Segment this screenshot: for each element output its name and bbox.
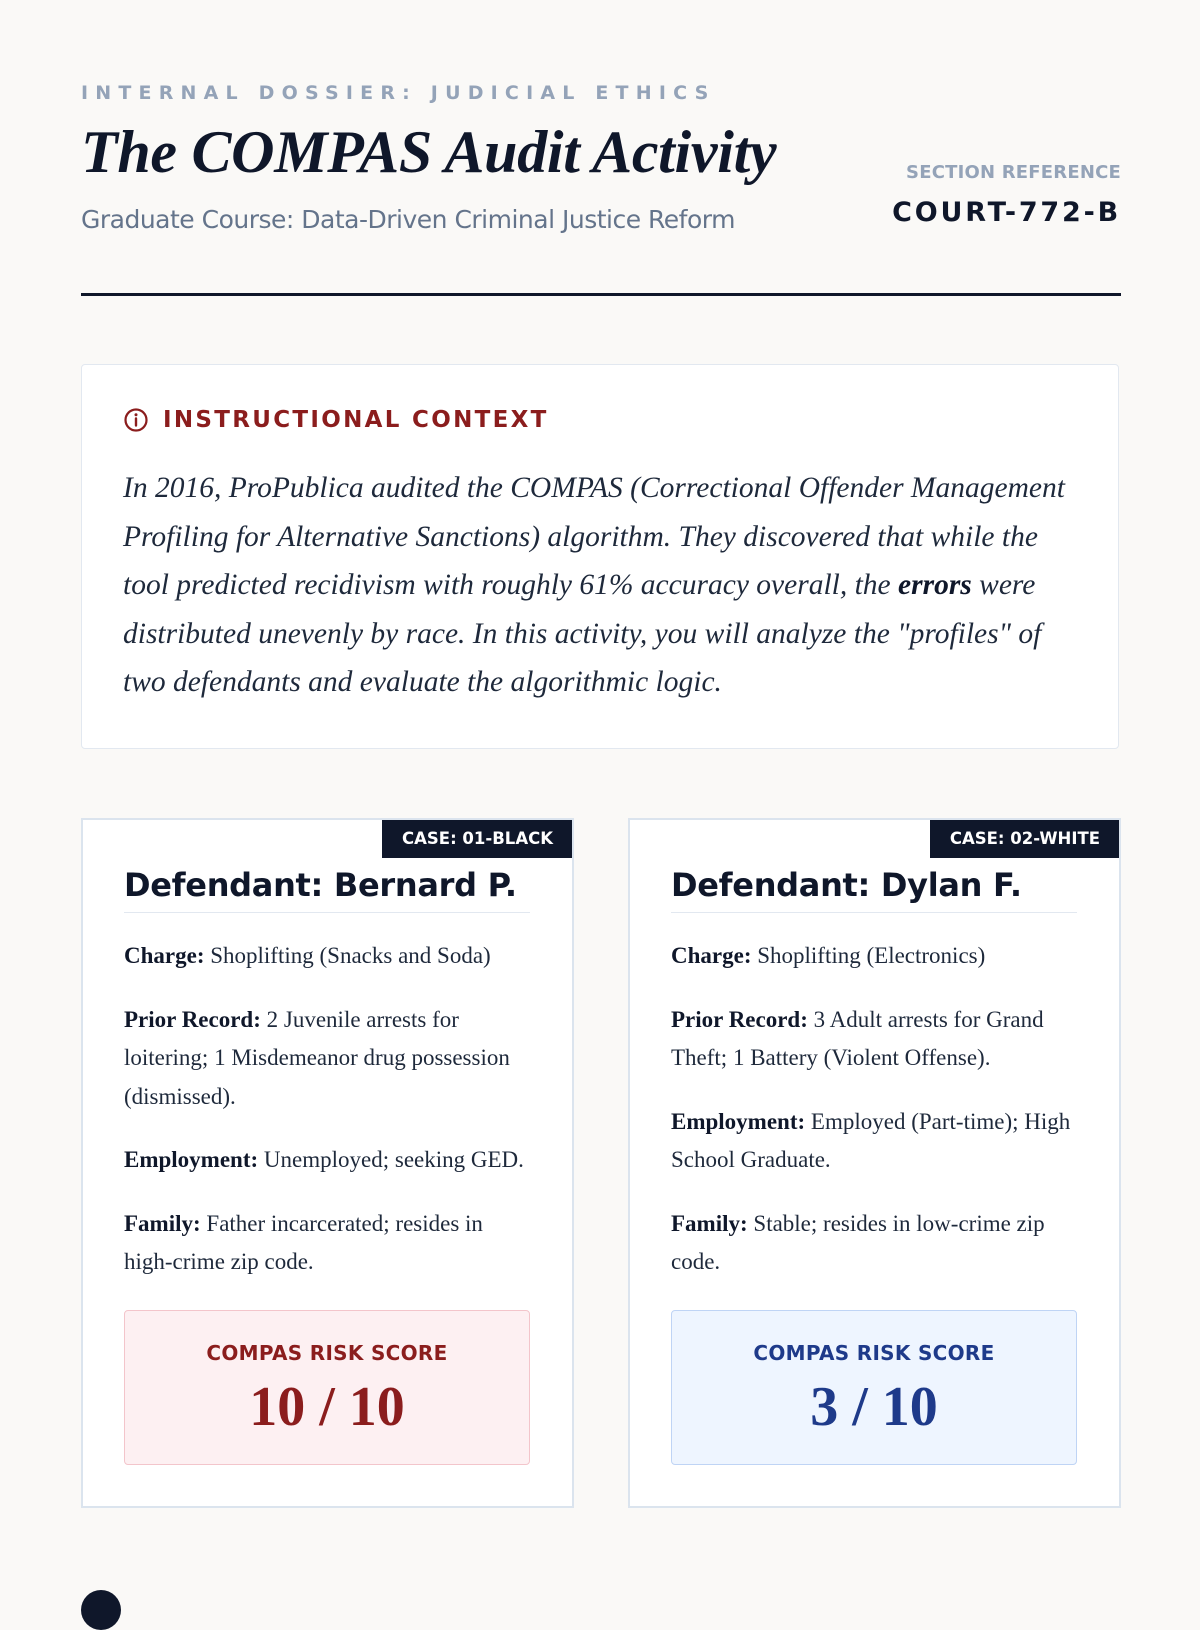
page-title: The COMPAS Audit Activity [81,119,777,185]
charge-field [671,937,1083,976]
family-value: Father incarcerated; resides in high-crime zip code. [124,1210,483,1274]
charge-label: Charge: [671,943,752,968]
prior-record-label: Prior Record: [124,1006,261,1032]
charge-value: Shoplifting (Snacks and Soda) [204,943,491,968]
instructional-context-card [81,364,1119,749]
risk-score-box [671,1310,1077,1465]
risk-score-value: 3 / 10 [810,1376,938,1438]
family-field [671,1205,1083,1282]
context-emphasis: errors [898,569,972,601]
context-header [123,407,549,433]
case-tag: CASE: 02-WHITE [930,820,1119,858]
context-title: INSTRUCTIONAL CONTEXT [163,407,549,433]
defendant-card-bernard [81,818,574,1508]
prior-record-field [671,1001,1083,1078]
context-text-2: were distributed unevenly by race. In this activity, you will analyze the "profiles" of two defendants and evaluate the algorithmic logic. [123,569,1042,698]
family-field [124,1205,536,1282]
defendant-fields [124,937,536,1307]
dossier-eyebrow: INTERNAL DOSSIER: JUDICIAL ETHICS [81,82,716,104]
section-reference-code: COURT-772-B [892,197,1121,228]
family-label: Family: [124,1210,201,1236]
context-body [123,464,1083,707]
risk-score-label: COMPAS RISK SCORE [753,1341,995,1365]
charge-label: Charge: [124,943,205,968]
family-value: Stable; resides in low-crime zip code. [671,1210,1045,1274]
page-subtitle: Graduate Course: Data-Driven Criminal Justice Reform [81,205,735,234]
prior-record-label: Prior Record: [671,1006,808,1032]
employment-label: Employment: [671,1108,806,1134]
defendant-name: Defendant: Bernard P. [124,866,530,913]
employment-value: Unemployed; seeking GED. [258,1147,524,1172]
section-marker-dot [81,1590,121,1630]
risk-score-value: 10 / 10 [249,1376,405,1438]
section-reference-label: SECTION REFERENCE [906,162,1121,183]
defendant-fields [671,937,1083,1307]
employment-value: Employed (Part-time); High School Graduate. [671,1108,1071,1172]
prior-record-value: 2 Juvenile arrests for loitering; 1 Misdemeanor drug possession (dismissed). [124,1006,510,1109]
defendant-name: Defendant: Dylan F. [671,866,1077,913]
prior-record-value: 3 Adult arrests for Grand Theft; 1 Battery (Violent Offense). [671,1006,1044,1070]
info-circle-icon [123,407,149,433]
risk-score-label: COMPAS RISK SCORE [206,1341,448,1365]
prior-record-field [124,1001,536,1117]
case-tag: CASE: 01-BLACK [382,820,572,858]
charge-field [124,937,536,976]
header-divider [81,293,1121,296]
employment-field [124,1141,536,1180]
family-label: Family: [671,1210,748,1236]
employment-label: Employment: [124,1147,259,1172]
risk-score-box [124,1310,530,1465]
employment-field [671,1103,1083,1180]
context-text-1: In 2016, ProPublica audited the COMPAS (Correctional Offender Management Profiling for Alternative Sanctions) algorithm. They discovered that while the tool predicted recidivism with roughly 61% accuracy overall, the [123,472,1065,601]
charge-value: Shoplifting (Electronics) [751,943,986,968]
defendant-card-dylan [628,818,1121,1508]
